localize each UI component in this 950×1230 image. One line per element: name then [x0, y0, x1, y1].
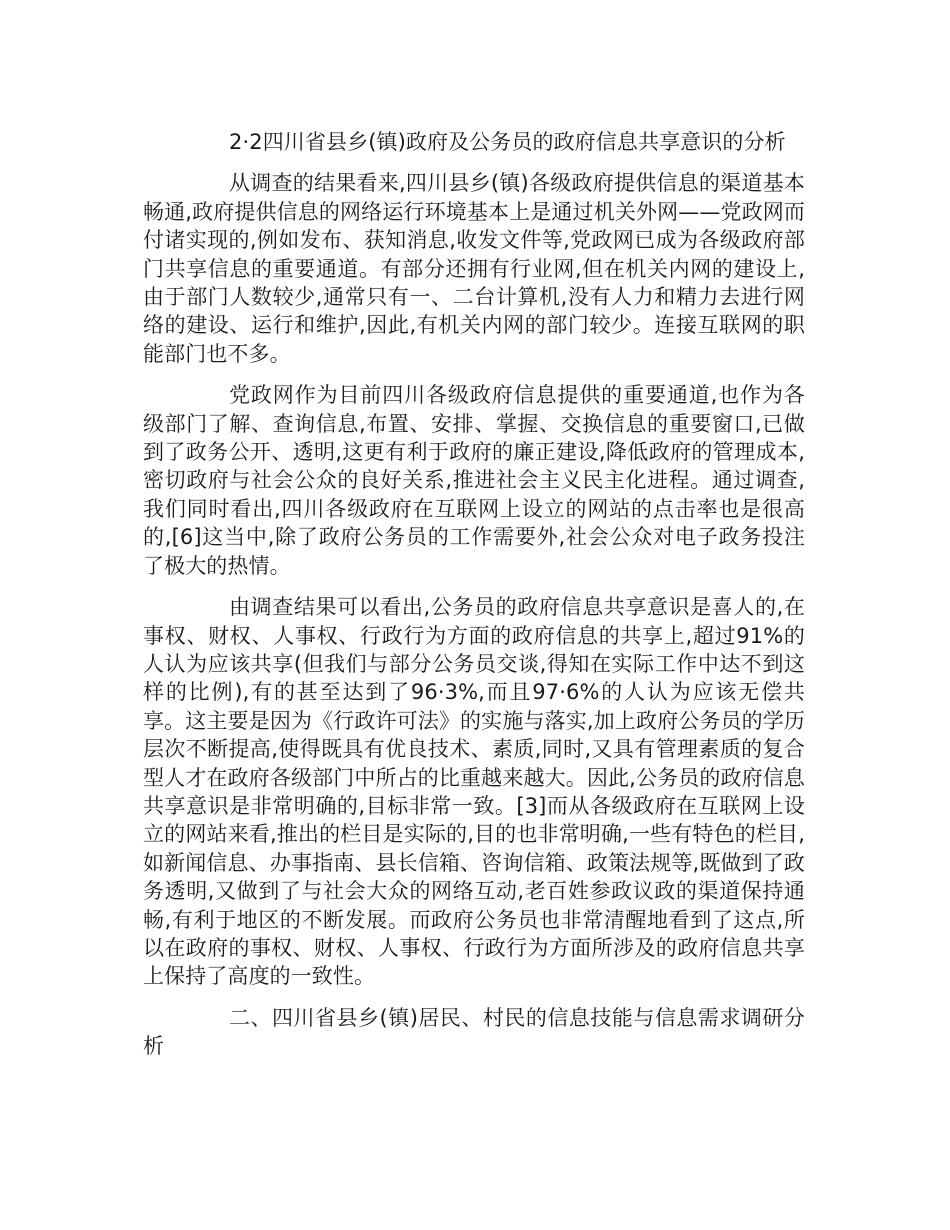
document-page [143, 128, 805, 1061]
body-paragraph-party-network: 党政网作为目前四川各级政府信息提供的重要通道,也作为各级部门了解、查询信息,布置、安排、掌握、交换信息的重要窗口,已做到了政务公开、透明,这更有利于政府的廉正建设,降低政府的管理成本,密切政府与社会公众的良好关系,推进社会主义民主化进程。通过调查,我们同时看出,四川各级政府在互联网上设立的网站的点击率也是很高的,[6]这当中,除了政府公务员的工作需要外,社会公众对电子政务投注了极大的热情。 [143, 383, 805, 578]
body-paragraph-sharing-awareness: 由调查结果可以看出,公务员的政府信息共享意识是喜人的,在事权、财权、人事权、行政行为方面的政府信息的共享上,超过91%的人认为应该共享(但我们与部分公务员交谈,得知在实际工作中达不到这样的比例),有的甚至达到了96·3%,而且97·6%的人认为应该无偿共享。这主要是因为《行政许可法》的实施与落实,加上政府公务员的学历层次不断提高,使得既具有优良技术、素质,同时,又具有管理素质的复合型人才在政府各级部门中所占的比重越来越大。因此,公务员的政府信息共享意识是非常明确的,目标非常一致。[3]而从各级政府在互联网上设立的网站来看,推出的栏目是实际的,目的也非常明确,一些有特色的栏目,如新闻信息、办事指南、县长信箱、咨询信箱、政策法规等,既做到了政务透明,又做到了与社会大众的网络互动,老百姓参政议政的渠道保持通畅,有利于地区的不断发展。而政府公务员也非常清醒地看到了这点,所以在政府的事权、财权、人事权、行政行为方面所涉及的政府信息共享上保持了高度的一致性。 [143, 595, 805, 989]
section-heading-2-2: 2·2四川省县乡(镇)政府及公务员的政府信息共享意识的分析 [229, 130, 786, 154]
body-paragraph-channels: 从调查的结果看来,四川县乡(镇)各级政府提供信息的渠道基本畅通,政府提供信息的网络运行环境基本上是通过机关外网——党政网而付诸实现的,例如发布、获知消息,收发文件等,党政网已成为各级政府部门共享信息的重要通道。有部分还拥有行业网,但在机关内网的建设上,由于部门人数较少,通常只有一、二台计算机,没有人力和精力去进行网络的建设、运行和维护,因此,有机关内网的部门较少。连接互联网的职能部门也不多。 [143, 171, 805, 366]
section-heading-part-two: 二、四川省县乡(镇)居民、村民的信息技能与信息需求调研分析 [143, 1005, 805, 1059]
